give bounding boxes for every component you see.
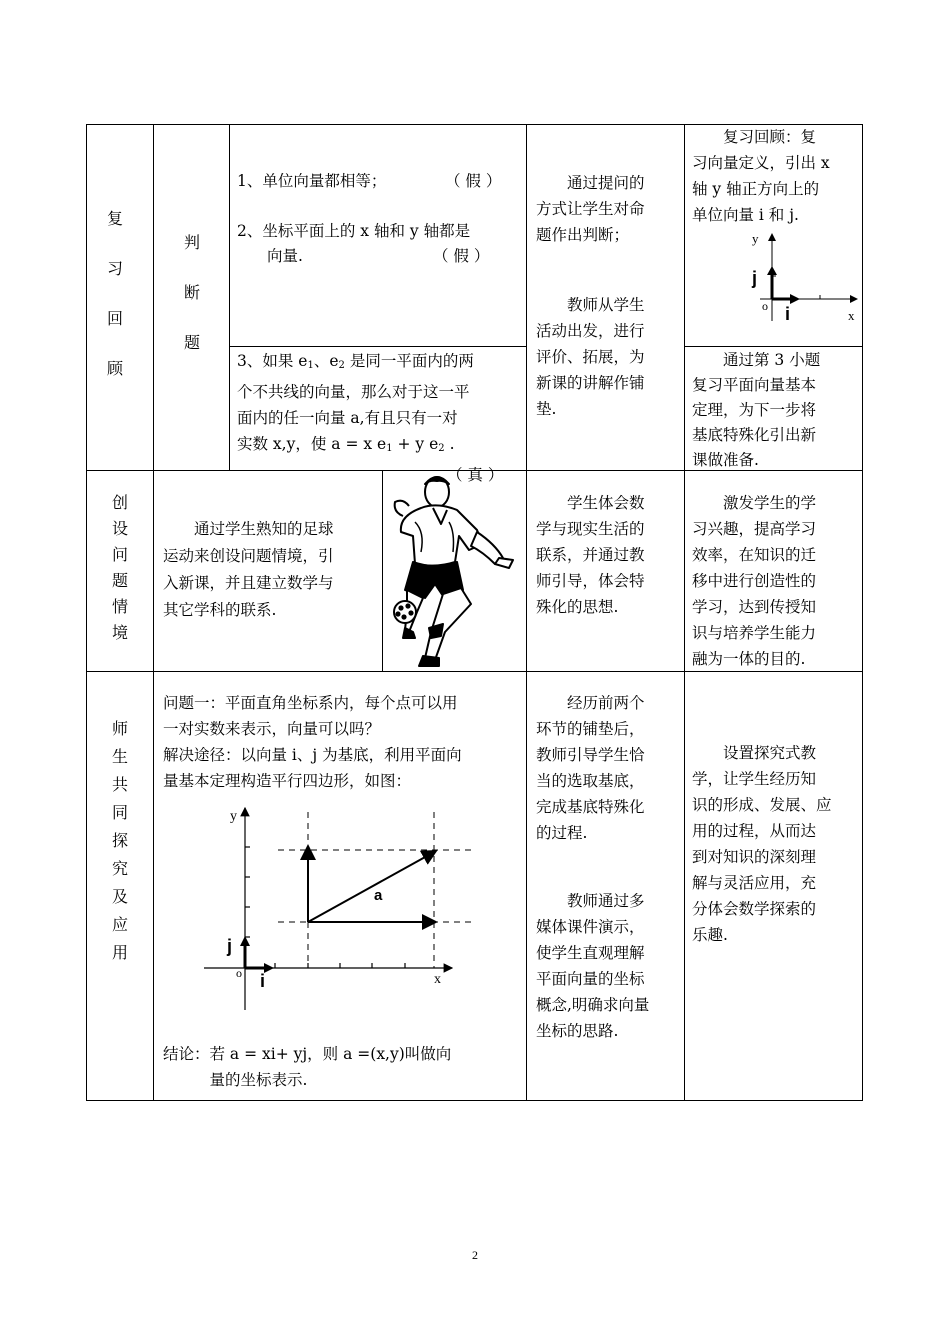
vector-coordinate-diagram xyxy=(200,800,480,1015)
mini-y-label: y xyxy=(752,231,759,246)
col-divider-2 xyxy=(229,124,230,471)
explore-section-label: 师 生 共 同 探 究 及 应 用 xyxy=(111,719,128,962)
col-divider-3 xyxy=(526,124,527,1101)
scenario-content: 通过学生熟知的足球 运动来创设问题情境，引 入新课，并且建立数学与 其它学科的联系. xyxy=(163,520,334,619)
table-border-bottom xyxy=(86,1100,863,1101)
j-label: j xyxy=(227,936,233,956)
review-intent-2: 通过第 3 小题 复习平面向量基本 定理，为下一步将 基底特殊化引出新 课做准备. xyxy=(692,351,821,469)
explore-problem: 问题一：平面直角坐标系内，每个点可以用 一对实数来表示，向量可以吗？ 解决途径：以向量 i、j 为基底，利用平面向 量基本定理构造平行四边形，如图： xyxy=(163,694,462,790)
table-border-left xyxy=(86,124,87,1101)
question-2: 2、坐标平面上的 x 轴和 y 轴都是 向量. （ 假 ） xyxy=(237,219,519,269)
col-divider-1 xyxy=(153,124,154,1101)
subrow-divider-content xyxy=(229,346,527,347)
mini-j-label: j xyxy=(752,268,758,288)
question-3-answer: （ 真 ） xyxy=(447,466,504,484)
i-label: i xyxy=(260,971,266,991)
y-axis-label: y xyxy=(230,809,237,824)
col-divider-image xyxy=(382,470,383,672)
vector-a-label: a xyxy=(374,887,383,904)
review-intent-1: 复习回顾：复 习向量定义，引出 x 轴 y 轴正方向上的 单位向量 i 和 j. xyxy=(692,128,830,224)
mini-i-label: i xyxy=(785,304,791,324)
vector-a xyxy=(308,851,436,922)
scenario-section-label: 创 设 问 题 情 境 xyxy=(111,493,128,642)
page-number: 2 xyxy=(472,1248,478,1262)
question-1-answer: （ 假 ） xyxy=(445,172,502,190)
subrow-divider-intent xyxy=(684,346,863,347)
question-1: 1、单位向量都相等； （ 假 ） xyxy=(237,169,519,194)
mini-o-label: o xyxy=(762,299,768,313)
explore-intent: 设置探究式教 学，让学生经历知 识的形成、发展、应 用的过程，从而达 到对知识的深刻理 解与灵活应用，充 分体会数学探索的 乐趣. xyxy=(692,744,832,944)
explore-method: 经历前两个 环节的铺垫后， 教师引导学生恰 当的选取基底， 完成基底特殊化 的过程. 教师通过多 媒体课件演示， 使学生直观理解 平面向量的坐标 概念,明确求向量 坐标的思路. xyxy=(536,694,650,1040)
soccer-player-illustration xyxy=(385,472,525,668)
x-axis-label: x xyxy=(434,972,441,987)
scenario-method: 学生体会数 学与现实生活的 联系，并通过教 师引导，体会特 殊化的思想. xyxy=(536,494,645,616)
explore-conclusion: 结论：若 a = xi+ yj，则 a =(x,y)叫做向 量的坐标表示. xyxy=(163,1045,452,1089)
unit-vector-axes-diagram xyxy=(740,228,860,324)
col-divider-4 xyxy=(684,124,685,1101)
question-3: 3、如果 $e_1$、$e_2$ 是同一平面内的两 个不共线的向量，那么对于这一平 面内的任一向量 a,有且只有一对 实数 x,y，使 a = x $e_1 + y$ $e_2$ . （ 真 ） xyxy=(237,348,519,488)
table-border-right xyxy=(862,124,863,1101)
question-2-answer: （ 假 ） xyxy=(433,247,490,265)
mini-x-label: x xyxy=(848,308,855,323)
scenario-intent: 激发学生的学 习兴趣，提高学习 效率，在知识的迁 移中进行创造性的 学习，达到传授知 识与培养学生能力 融为一体的目的. xyxy=(692,494,817,668)
review-type-label: 判 断 题 xyxy=(183,233,200,352)
review-section-label: 复 习 回 顾 xyxy=(106,209,123,378)
origin-label: o xyxy=(236,966,242,980)
review-method: 通过提问的 方式让学生对命 题作出判断； 教师从学生 活动出发，进行 评价、拓展，为 新课的讲解作铺 垫. xyxy=(536,174,645,418)
